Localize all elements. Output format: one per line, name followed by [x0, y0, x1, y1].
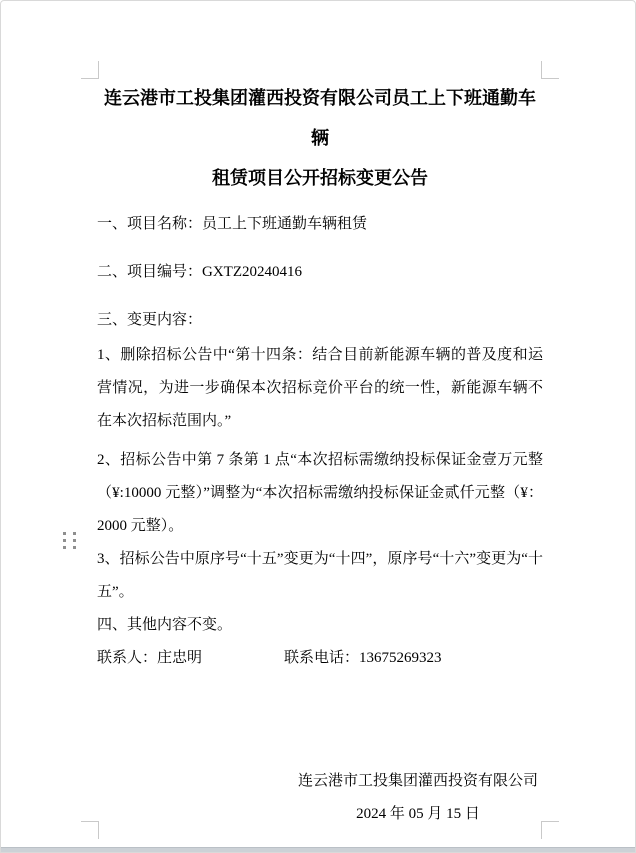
change-item-2: 2、招标公告中第 7 条第 1 点“本次招标需缴纳投标保证金壹万元整（¥:10000 元整）”调整为“本次招标需缴纳投标保证金贰仟元整（¥：2000 元整）。 — [97, 452, 543, 534]
section-project-name: 一、项目名称：员工上下班通勤车辆租赁 — [97, 216, 368, 232]
signature-date: 2024 年 05 月 15 日 — [356, 806, 480, 822]
document-title-line-1: 连云港市工投集团灌西投资有限公司员工上下班通勤车辆 — [104, 88, 536, 148]
contacts-row — [97, 642, 543, 675]
section-project-number: 二、项目编号：GXTZ20240416 — [97, 264, 302, 280]
page-bottom-edge — [1, 847, 635, 852]
text-boundary-mark-top-left — [81, 61, 99, 79]
section-change-content-heading: 三、变更内容： — [97, 312, 203, 328]
contact-phone: 联系电话：13675269323 — [284, 650, 442, 666]
section-other-unchanged: 四、其他内容不变。 — [97, 617, 233, 633]
text-boundary-mark-top-right — [541, 61, 559, 79]
signature-block — [293, 765, 543, 831]
change-item-3: 3、招标公告中原序号“十五”变更为“十四”，原序号“十六”变更为“十五”。 — [97, 551, 543, 600]
drag-handle-icon[interactable] — [63, 532, 76, 549]
document-title-line-2: 租赁项目公开招标变更公告 — [212, 168, 428, 188]
text-boundary-mark-bottom-right — [541, 821, 559, 839]
contact-person: 联系人：庄忠明 — [97, 650, 203, 666]
document-title — [97, 78, 543, 198]
document-text-area — [97, 78, 543, 831]
signature-company: 连云港市工投集团灌西投资有限公司 — [297, 773, 538, 789]
change-item-1: 1、删除招标公告中“第十四条：结合目前新能源车辆的普及度和运营情况，为进一步确保本次招标竞价平台的统一性，新能源车辆不在本次招标范围内。” — [97, 347, 543, 429]
